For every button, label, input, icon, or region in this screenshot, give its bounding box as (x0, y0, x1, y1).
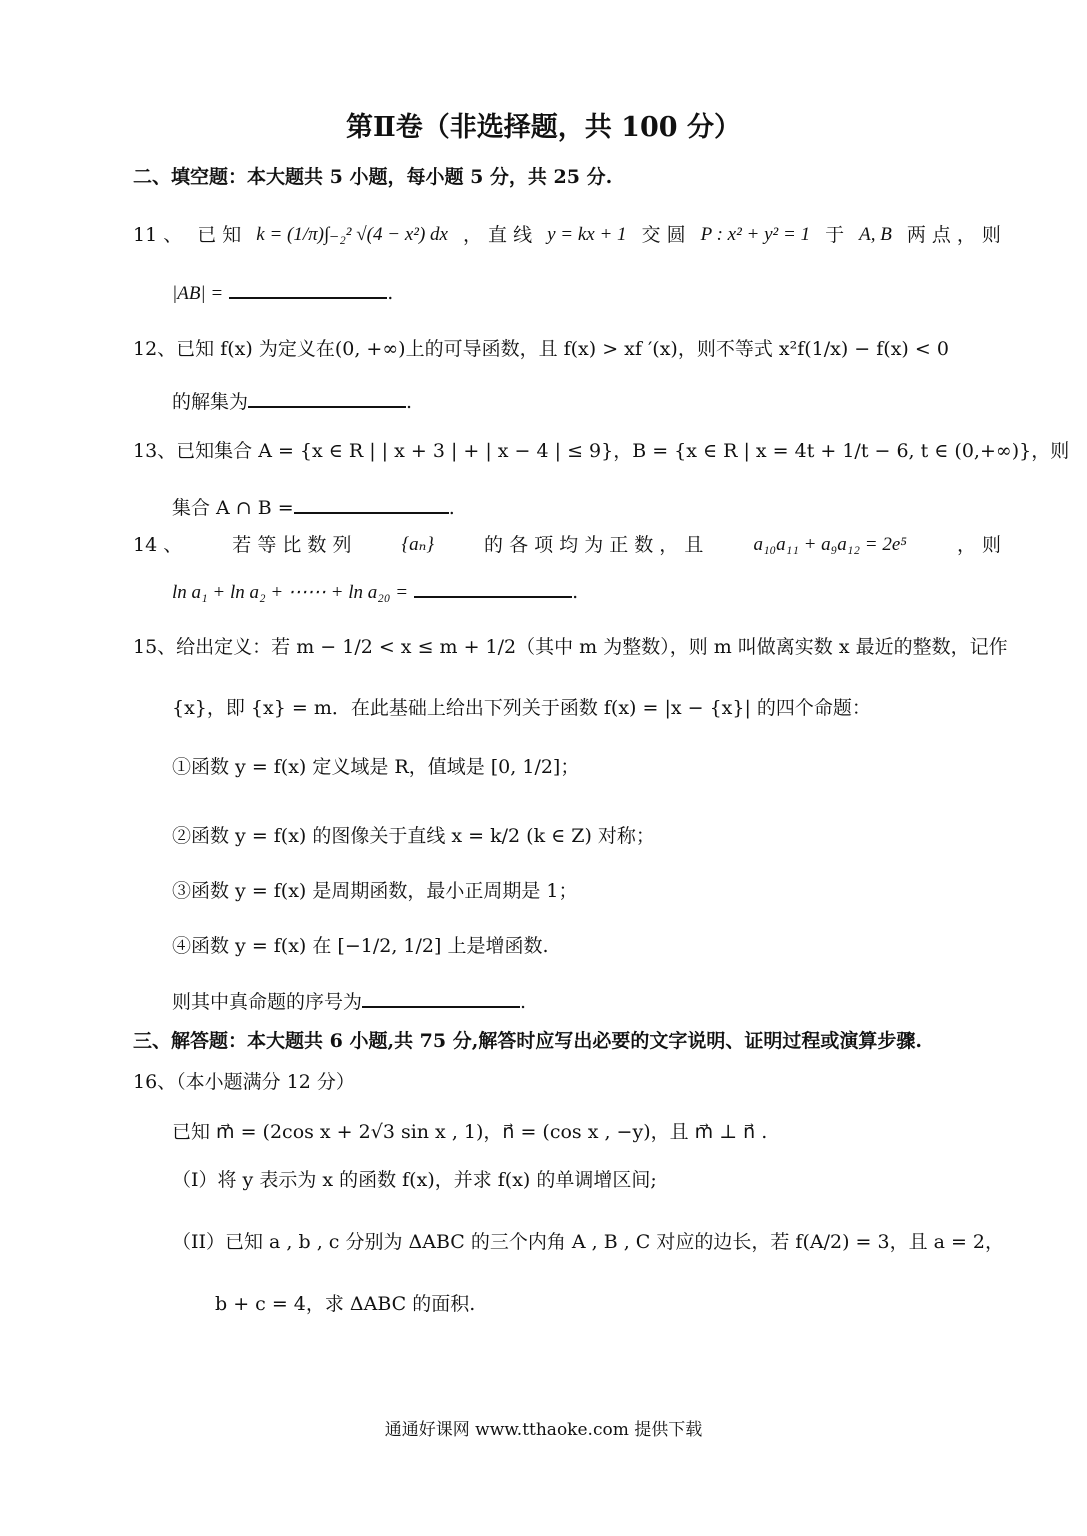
q11-text5: 两 点 ， 则 (906, 224, 1001, 246)
q14-number: 14 、 (133, 534, 183, 556)
q15-proposition-1: ①函数 y = f(x) 定义域是 R，值域是 [0, 1/2]； (172, 756, 580, 778)
q13-text: 集合 A ∩ B = (172, 497, 294, 519)
q14-answer-blank[interactable] (414, 576, 572, 598)
q14-text3: ， 则 (956, 534, 1001, 556)
question-12-line2 (172, 386, 1087, 416)
q11-text2: ， 直 线 (462, 224, 533, 246)
q14-end: . (572, 581, 579, 603)
q14-text: 若 等 比 数 列 (232, 534, 352, 556)
section-header-fill-in: 二、填空题：本大题共 5 小题，每小题 5 分，共 25 分. (133, 166, 613, 188)
q11-end: . (387, 282, 394, 304)
q15-proposition-4: ④函数 y = f(x) 在 [−1/2, 1/2] 上是增函数. (172, 935, 549, 957)
question-16-part1: （Ⅰ）将 y 表示为 x 的函数 f(x)，并求 f(x) 的单调增区间; (172, 1169, 657, 1191)
q11-formula-k: k = (1/π)∫₋₂² √(4 − x²) dx (256, 224, 448, 245)
q15-answer-text: 则其中真命题的序号为 (172, 991, 363, 1013)
page-footer: 通通好课网 www.tthaoke.com 提供下载 (384, 1420, 703, 1440)
question-16-header: 16、（本小题满分 12 分） (133, 1071, 355, 1093)
question-15-line2: {x}，即 {x} = m．在此基础上给出下列关于函数 f(x) = |x − {x}| 的四个命题： (172, 697, 871, 719)
q11-formula-line: y = kx + 1 (547, 224, 627, 245)
q15-proposition-3: ③函数 y = f(x) 是周期函数，最小正周期是 1； (172, 880, 578, 902)
page-title: 第Ⅱ卷（非选择题，共 100 分） (346, 112, 741, 143)
question-13-line2 (172, 492, 1087, 522)
q14-text2: 的 各 项 均 为 正 数 ， 且 (484, 534, 704, 556)
question-13-line1: 13、已知集合 A = {x ∈ R | | x + 3 | + | x − 4 | ≤ 9}，B = {x ∈ R | x = 4t + 1/t − 6, t ∈ (0,+∞)}，则 (133, 440, 1070, 462)
q15-end: . (520, 991, 527, 1013)
q11-formula-points: A, B (859, 224, 892, 245)
question-15-answer (172, 986, 1087, 1016)
question-11-line2 (172, 277, 1087, 308)
q14-formula-seq: {aₙ} (401, 534, 434, 555)
question-14-line2 (172, 576, 1087, 607)
q15-proposition-2: ②函数 y = f(x) 的图像关于直线 x = k/2 (k ∈ Z) 对称； (172, 825, 655, 847)
section-header-solutions: 三、解答题：本大题共 6 小题,共 75 分,解答时应写出必要的文字说明、证明过程或演算步骤. (133, 1030, 922, 1052)
q12-answer-blank[interactable] (248, 386, 406, 408)
q15-answer-blank[interactable] (362, 986, 520, 1008)
question-15-line1: 15、给出定义：若 m − 1/2 < x ≤ m + 1/2（其中 m 为整数），则 m 叫做离实数 x 最近的整数，记作 (133, 636, 1008, 658)
question-12-line1: 12、已知 f(x) 为定义在(0, +∞)上的可导函数，且 f(x) > xf ′(x)，则不等式 x²f(1/x) − f(x) < 0 (133, 338, 949, 360)
q11-text1: 已 知 (197, 224, 242, 246)
q14-formula-product: a₁₀a₁₁ + a₉a₁₂ = 2e⁵ (753, 534, 907, 555)
q12-end: . (406, 391, 413, 413)
question-16-part2-line2: b + c = 4，求 ΔABC 的面积. (215, 1293, 476, 1315)
q13-end: . (448, 497, 455, 519)
question-14-line1 (133, 531, 1001, 559)
q11-formula-circle: P : x² + y² = 1 (700, 224, 811, 245)
q12-text: 的解集为 (172, 391, 249, 413)
q14-ln-sum: ln a₁ + ln a₂ + ⋯⋯ + ln a₂₀ = (172, 582, 409, 603)
question-16-given: 已知 m⃗ = (2cos x + 2√3 sin x , 1)，n⃗ = (cos x , −y)，且 m⃗ ⊥ n⃗ . (172, 1121, 768, 1143)
question-11-line1 (133, 221, 1001, 249)
q11-ab-formula: |AB| = (172, 283, 224, 304)
q11-text4: 于 (825, 224, 845, 246)
q11-answer-blank[interactable] (229, 277, 387, 299)
q11-number: 11 、 (133, 224, 183, 246)
question-16-part2-line1: （II）已知 a , b , c 分别为 ΔABC 的三个内角 A , B , C 对应的边长，若 f(A/2) = 3，且 a = 2， (172, 1231, 1005, 1253)
q13-answer-blank[interactable] (294, 492, 449, 514)
q11-text3: 交 圆 (641, 224, 686, 246)
